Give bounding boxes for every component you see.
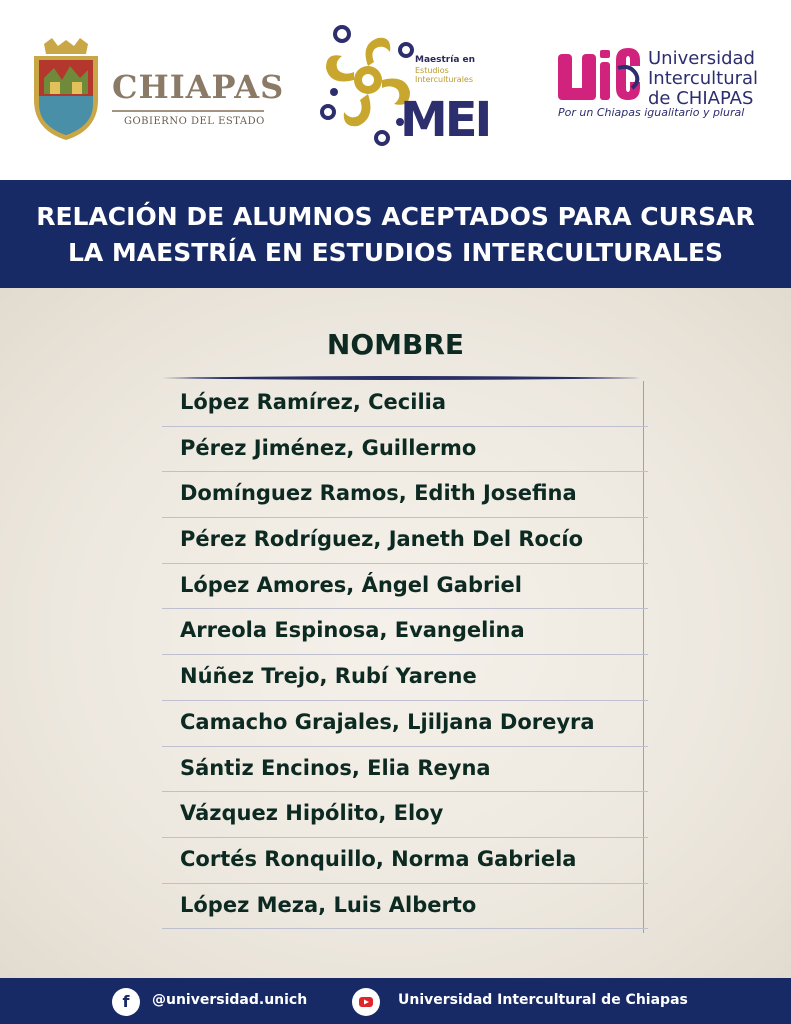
title-banner xyxy=(0,180,791,288)
list-item xyxy=(162,472,648,518)
student-name: Núñez Trejo, Rubí Yarene xyxy=(180,664,477,689)
mei-title-line3: Interculturales xyxy=(415,75,474,84)
list-item xyxy=(162,701,648,747)
unich-logo xyxy=(556,44,776,124)
youtube-icon[interactable] xyxy=(352,988,380,1016)
student-name: Cortés Ronquillo, Norma Gabriela xyxy=(180,846,577,871)
unich-name-line2: Intercultural xyxy=(648,68,759,89)
chiapas-government-logo xyxy=(30,38,285,142)
student-name: Camacho Grajales, Ljiljana Doreyra xyxy=(180,709,595,734)
unich-name-line3: de CHIAPAS xyxy=(648,88,754,109)
paper-background xyxy=(0,288,791,978)
unich-tagline: Por un Chiapas igualitario y plural xyxy=(558,106,745,119)
student-name: Pérez Jiménez, Guillermo xyxy=(180,435,477,460)
list-item xyxy=(162,381,648,427)
mei-title-line2: Estudios xyxy=(415,66,449,75)
unich-name-line1: Universidad xyxy=(648,48,755,69)
list-item xyxy=(162,518,648,564)
chiapas-coat-of-arms-icon xyxy=(30,38,102,142)
student-name: Domínguez Ramos, Edith Josefina xyxy=(180,481,577,506)
unich-mark-icon xyxy=(556,44,642,108)
list-item xyxy=(162,884,648,930)
student-name: Arreola Espinosa, Evangelina xyxy=(180,618,525,643)
mei-wordmark: MEI xyxy=(400,92,490,148)
student-name: Sántiz Encinos, Elia Reyna xyxy=(180,755,491,780)
facebook-handle[interactable]: @universidad.unich xyxy=(152,992,308,1008)
facebook-icon[interactable]: f xyxy=(112,988,140,1016)
student-name: Vázquez Hipólito, Eloy xyxy=(180,801,444,826)
student-name: López Ramírez, Cecilia xyxy=(180,390,447,414)
chiapas-subtitle: GOBIERNO DEL ESTADO xyxy=(124,116,265,127)
student-name: López Amores, Ángel Gabriel xyxy=(180,572,522,597)
list-item xyxy=(162,609,648,655)
chiapas-divider xyxy=(112,110,264,112)
page-title-line2: LA MAESTRÍA EN ESTUDIOS INTERCULTURALES xyxy=(67,238,724,267)
page-header xyxy=(0,0,791,180)
youtube-channel[interactable]: Universidad Intercultural de Chiapas xyxy=(398,992,688,1008)
mei-title-line1: Maestría en xyxy=(415,55,476,65)
list-item xyxy=(162,427,648,473)
chiapas-name: CHIAPAS xyxy=(112,68,285,106)
page-title-line1: RELACIÓN DE ALUMNOS ACEPTADOS PARA CURSAR xyxy=(36,202,755,231)
list-item xyxy=(162,838,648,884)
list-item xyxy=(162,655,648,701)
page-footer xyxy=(0,978,791,1024)
accepted-students-list xyxy=(162,381,648,929)
column-header: NOMBRE xyxy=(326,328,465,361)
list-item xyxy=(162,747,648,793)
student-name: Pérez Rodríguez, Janeth Del Rocío xyxy=(180,527,584,552)
mei-logo xyxy=(318,22,498,147)
list-item xyxy=(162,792,648,838)
list-item xyxy=(162,564,648,610)
student-name: López Meza, Luis Alberto xyxy=(180,892,477,917)
